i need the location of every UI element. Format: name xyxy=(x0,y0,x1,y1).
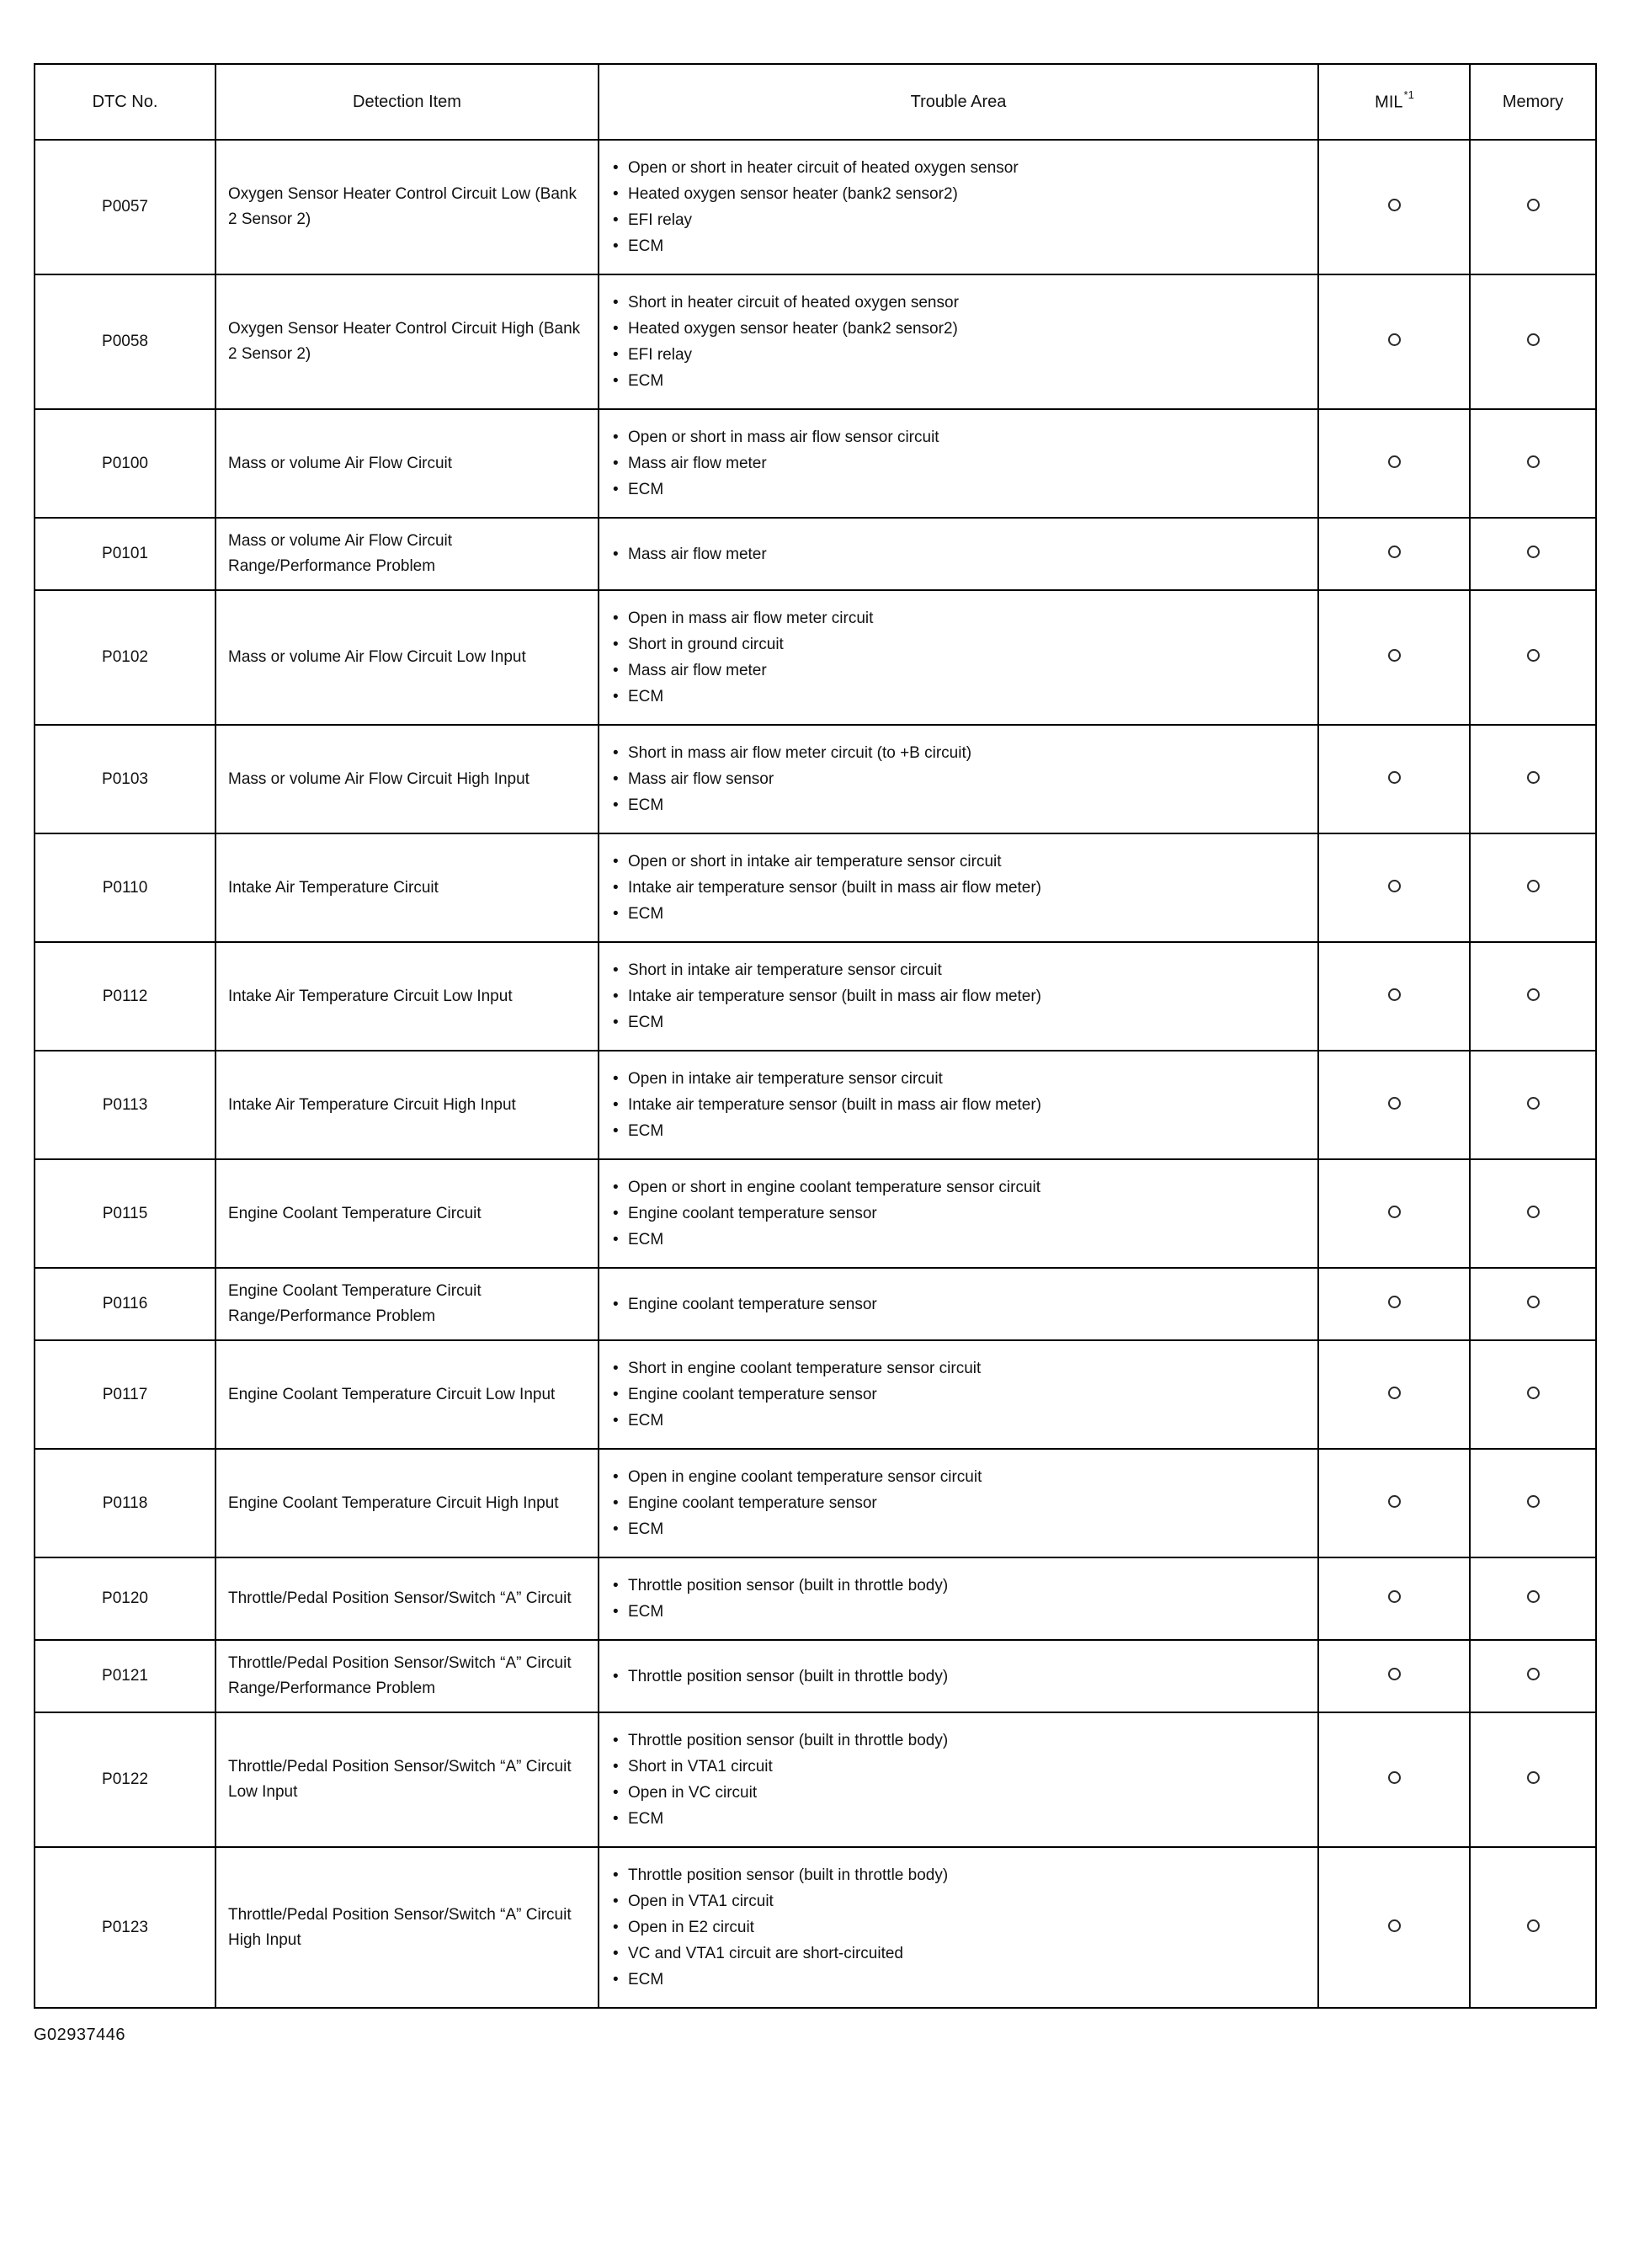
detection-cell: Throttle/Pedal Position Sensor/Switch “A” Circuit Range/Performance Problem xyxy=(216,1640,599,1712)
memory-cell xyxy=(1470,1340,1596,1449)
dtc-cell: P0116 xyxy=(35,1268,216,1340)
trouble-cell xyxy=(599,1557,1318,1640)
dtc-row xyxy=(35,1051,1596,1159)
trouble-item: • Open in intake air temperature sensor circuit xyxy=(611,1066,1306,1092)
memory-cell xyxy=(1470,833,1596,942)
trouble-item: • VC and VTA1 circuit are short-circuited xyxy=(611,1941,1306,1967)
circle-icon xyxy=(1388,1495,1401,1508)
circle-icon xyxy=(1527,199,1540,211)
trouble-item: • Open or short in mass air flow sensor circuit xyxy=(611,424,1306,450)
trouble-item: • ECM xyxy=(611,1118,1306,1144)
memory-cell xyxy=(1470,518,1596,590)
detection-cell: Throttle/Pedal Position Sensor/Switch “A” Circuit Low Input xyxy=(216,1712,599,1847)
dtc-cell: P0101 xyxy=(35,518,216,590)
trouble-list xyxy=(611,1066,1306,1144)
dtc-row xyxy=(35,1340,1596,1449)
circle-icon xyxy=(1388,1387,1401,1399)
memory-cell xyxy=(1470,1640,1596,1712)
circle-icon xyxy=(1527,455,1540,468)
trouble-list xyxy=(611,740,1306,818)
dtc-cell: P0058 xyxy=(35,274,216,409)
dtc-cell: P0103 xyxy=(35,725,216,833)
circle-icon xyxy=(1388,1206,1401,1218)
trouble-item: • Open or short in heater circuit of heated oxygen sensor xyxy=(611,155,1306,181)
trouble-cell xyxy=(599,1340,1318,1449)
trouble-cell xyxy=(599,140,1318,274)
trouble-list xyxy=(611,1355,1306,1434)
circle-icon xyxy=(1527,1495,1540,1508)
trouble-item: • Short in mass air flow meter circuit (to +B circuit) xyxy=(611,740,1306,766)
trouble-item: • ECM xyxy=(611,1516,1306,1542)
memory-cell xyxy=(1470,1449,1596,1557)
mil-cell xyxy=(1318,140,1470,274)
dtc-cell: P0113 xyxy=(35,1051,216,1159)
circle-icon xyxy=(1527,1590,1540,1603)
memory-cell xyxy=(1470,1847,1596,2008)
trouble-item: • Open or short in intake air temperature sensor circuit xyxy=(611,849,1306,875)
header-detection-item: Detection Item xyxy=(216,64,599,140)
trouble-cell xyxy=(599,1449,1318,1557)
memory-cell xyxy=(1470,1268,1596,1340)
trouble-list xyxy=(611,1573,1306,1625)
trouble-cell xyxy=(599,1712,1318,1847)
trouble-item: • Open or short in engine coolant temperature sensor circuit xyxy=(611,1174,1306,1201)
circle-icon xyxy=(1527,1296,1540,1308)
trouble-item: • Engine coolant temperature sensor xyxy=(611,1490,1306,1516)
trouble-item: • Intake air temperature sensor (built in mass air flow meter) xyxy=(611,875,1306,901)
dtc-cell: P0122 xyxy=(35,1712,216,1847)
trouble-cell xyxy=(599,1159,1318,1268)
circle-icon xyxy=(1388,333,1401,346)
mil-cell xyxy=(1318,409,1470,518)
circle-icon xyxy=(1527,988,1540,1001)
trouble-item: • ECM xyxy=(611,792,1306,818)
mil-cell xyxy=(1318,833,1470,942)
mil-cell xyxy=(1318,1051,1470,1159)
mil-cell xyxy=(1318,1640,1470,1712)
memory-cell xyxy=(1470,274,1596,409)
trouble-item: • Intake air temperature sensor (built in mass air flow meter) xyxy=(611,983,1306,1009)
trouble-item: • Short in VTA1 circuit xyxy=(611,1754,1306,1780)
header-trouble-area: Trouble Area xyxy=(599,64,1318,140)
dtc-cell: P0112 xyxy=(35,942,216,1051)
mil-cell xyxy=(1318,1847,1470,2008)
circle-icon xyxy=(1527,333,1540,346)
trouble-cell xyxy=(599,1847,1318,2008)
trouble-item: • ECM xyxy=(611,1806,1306,1832)
memory-cell xyxy=(1470,725,1596,833)
circle-icon xyxy=(1527,1668,1540,1680)
trouble-item: • Open in VC circuit xyxy=(611,1780,1306,1806)
trouble-item: • Open in mass air flow meter circuit xyxy=(611,605,1306,631)
dtc-row xyxy=(35,140,1596,274)
circle-icon xyxy=(1388,1097,1401,1110)
trouble-list xyxy=(611,957,1306,1036)
detection-cell: Intake Air Temperature Circuit xyxy=(216,833,599,942)
circle-icon xyxy=(1388,546,1401,558)
mil-cell xyxy=(1318,1159,1470,1268)
mil-cell xyxy=(1318,590,1470,725)
trouble-list xyxy=(611,605,1306,710)
trouble-item: • Mass air flow meter xyxy=(611,450,1306,476)
trouble-item: • Throttle position sensor (built in throttle body) xyxy=(611,1728,1306,1754)
memory-cell xyxy=(1470,1712,1596,1847)
trouble-item: • EFI relay xyxy=(611,342,1306,368)
dtc-row xyxy=(35,1159,1596,1268)
trouble-list xyxy=(611,155,1306,259)
trouble-cell xyxy=(599,833,1318,942)
figure-code: G02937446 xyxy=(34,2026,126,2044)
trouble-list xyxy=(611,849,1306,927)
circle-icon xyxy=(1527,1097,1540,1110)
trouble-item: • Short in engine coolant temperature sensor circuit xyxy=(611,1355,1306,1382)
dtc-table xyxy=(34,63,1597,2009)
trouble-item: • ECM xyxy=(611,233,1306,259)
dtc-table-body xyxy=(35,140,1596,2008)
mil-cell xyxy=(1318,725,1470,833)
trouble-list xyxy=(611,1664,1306,1690)
trouble-cell xyxy=(599,1051,1318,1159)
trouble-cell xyxy=(599,725,1318,833)
dtc-cell: P0102 xyxy=(35,590,216,725)
header-dtc-no: DTC No. xyxy=(35,64,216,140)
trouble-item: • ECM xyxy=(611,476,1306,503)
dtc-row xyxy=(35,725,1596,833)
header-memory: Memory xyxy=(1470,64,1596,140)
trouble-item: • Throttle position sensor (built in throttle body) xyxy=(611,1573,1306,1599)
trouble-cell xyxy=(599,590,1318,725)
trouble-list xyxy=(611,1728,1306,1832)
dtc-row xyxy=(35,1847,1596,2008)
mil-footnote-marker: *1 xyxy=(1403,88,1414,102)
dtc-cell: P0121 xyxy=(35,1640,216,1712)
trouble-item: • Open in engine coolant temperature sensor circuit xyxy=(611,1464,1306,1490)
mil-cell xyxy=(1318,274,1470,409)
circle-icon xyxy=(1527,649,1540,662)
trouble-item: • Engine coolant temperature sensor xyxy=(611,1291,1306,1318)
trouble-cell xyxy=(599,1268,1318,1340)
dtc-cell: P0118 xyxy=(35,1449,216,1557)
trouble-item: • ECM xyxy=(611,368,1306,394)
detection-cell: Throttle/Pedal Position Sensor/Switch “A” Circuit High Input xyxy=(216,1847,599,2008)
dtc-cell: P0057 xyxy=(35,140,216,274)
mil-cell xyxy=(1318,1712,1470,1847)
mil-cell xyxy=(1318,942,1470,1051)
mil-cell xyxy=(1318,1268,1470,1340)
trouble-item: • ECM xyxy=(611,1599,1306,1625)
trouble-item: • Mass air flow sensor xyxy=(611,766,1306,792)
memory-cell xyxy=(1470,942,1596,1051)
trouble-item: • Open in VTA1 circuit xyxy=(611,1888,1306,1914)
detection-cell: Engine Coolant Temperature Circuit xyxy=(216,1159,599,1268)
dtc-row xyxy=(35,590,1596,725)
trouble-item: • Mass air flow meter xyxy=(611,658,1306,684)
dtc-row xyxy=(35,833,1596,942)
trouble-list xyxy=(611,1464,1306,1542)
circle-icon xyxy=(1527,880,1540,892)
header-mil xyxy=(1318,64,1470,140)
circle-icon xyxy=(1388,880,1401,892)
trouble-item: • Short in ground circuit xyxy=(611,631,1306,658)
trouble-item: • ECM xyxy=(611,1227,1306,1253)
detection-cell: Mass or volume Air Flow Circuit High Input xyxy=(216,725,599,833)
circle-icon xyxy=(1388,1590,1401,1603)
circle-icon xyxy=(1527,1919,1540,1932)
circle-icon xyxy=(1388,1296,1401,1308)
memory-cell xyxy=(1470,1051,1596,1159)
trouble-item: • Engine coolant temperature sensor xyxy=(611,1201,1306,1227)
trouble-cell xyxy=(599,518,1318,590)
dtc-row xyxy=(35,1449,1596,1557)
trouble-item: • ECM xyxy=(611,684,1306,710)
circle-icon xyxy=(1527,1771,1540,1784)
dtc-row xyxy=(35,1712,1596,1847)
trouble-list xyxy=(611,1174,1306,1253)
trouble-item: • Mass air flow meter xyxy=(611,541,1306,567)
detection-cell: Mass or volume Air Flow Circuit Range/Performance Problem xyxy=(216,518,599,590)
detection-cell: Engine Coolant Temperature Circuit Low Input xyxy=(216,1340,599,1449)
dtc-cell: P0110 xyxy=(35,833,216,942)
circle-icon xyxy=(1388,649,1401,662)
circle-icon xyxy=(1388,199,1401,211)
trouble-item: • Open in E2 circuit xyxy=(611,1914,1306,1941)
dtc-row xyxy=(35,1640,1596,1712)
trouble-item: • ECM xyxy=(611,1009,1306,1036)
trouble-item: • Heated oxygen sensor heater (bank2 sensor2) xyxy=(611,181,1306,207)
trouble-item: • Throttle position sensor (built in throttle body) xyxy=(611,1664,1306,1690)
dtc-row xyxy=(35,942,1596,1051)
circle-icon xyxy=(1527,1387,1540,1399)
trouble-item: • Heated oxygen sensor heater (bank2 sensor2) xyxy=(611,316,1306,342)
detection-cell: Mass or volume Air Flow Circuit xyxy=(216,409,599,518)
detection-cell: Oxygen Sensor Heater Control Circuit Low (Bank 2 Sensor 2) xyxy=(216,140,599,274)
dtc-row xyxy=(35,274,1596,409)
table-header-row xyxy=(35,64,1596,140)
trouble-item: • EFI relay xyxy=(611,207,1306,233)
circle-icon xyxy=(1527,546,1540,558)
dtc-row xyxy=(35,1557,1596,1640)
trouble-item: • ECM xyxy=(611,1967,1306,1993)
trouble-item: • ECM xyxy=(611,901,1306,927)
trouble-item: • Short in intake air temperature sensor circuit xyxy=(611,957,1306,983)
mil-cell xyxy=(1318,1449,1470,1557)
memory-cell xyxy=(1470,409,1596,518)
trouble-item: • ECM xyxy=(611,1408,1306,1434)
trouble-list xyxy=(611,424,1306,503)
trouble-cell xyxy=(599,942,1318,1051)
circle-icon xyxy=(1388,1919,1401,1932)
dtc-row xyxy=(35,1268,1596,1340)
trouble-list xyxy=(611,541,1306,567)
memory-cell xyxy=(1470,1557,1596,1640)
trouble-cell xyxy=(599,1640,1318,1712)
detection-cell: Oxygen Sensor Heater Control Circuit High (Bank 2 Sensor 2) xyxy=(216,274,599,409)
dtc-cell: P0115 xyxy=(35,1159,216,1268)
trouble-item: • Intake air temperature sensor (built in mass air flow meter) xyxy=(611,1092,1306,1118)
circle-icon xyxy=(1527,1206,1540,1218)
memory-cell xyxy=(1470,1159,1596,1268)
detection-cell: Engine Coolant Temperature Circuit High Input xyxy=(216,1449,599,1557)
circle-icon xyxy=(1388,771,1401,784)
detection-cell: Intake Air Temperature Circuit High Input xyxy=(216,1051,599,1159)
dtc-cell: P0100 xyxy=(35,409,216,518)
circle-icon xyxy=(1388,988,1401,1001)
mil-cell xyxy=(1318,1557,1470,1640)
detection-cell: Engine Coolant Temperature Circuit Range/Performance Problem xyxy=(216,1268,599,1340)
circle-icon xyxy=(1388,1668,1401,1680)
mil-cell xyxy=(1318,518,1470,590)
trouble-cell xyxy=(599,409,1318,518)
detection-cell: Throttle/Pedal Position Sensor/Switch “A” Circuit xyxy=(216,1557,599,1640)
dtc-row xyxy=(35,518,1596,590)
circle-icon xyxy=(1388,1771,1401,1784)
memory-cell xyxy=(1470,140,1596,274)
dtc-row xyxy=(35,409,1596,518)
detection-cell: Intake Air Temperature Circuit Low Input xyxy=(216,942,599,1051)
trouble-cell xyxy=(599,274,1318,409)
trouble-item: • Throttle position sensor (built in throttle body) xyxy=(611,1862,1306,1888)
trouble-item: • Engine coolant temperature sensor xyxy=(611,1382,1306,1408)
trouble-item: • Short in heater circuit of heated oxygen sensor xyxy=(611,290,1306,316)
circle-icon xyxy=(1527,771,1540,784)
dtc-cell: P0123 xyxy=(35,1847,216,2008)
mil-cell xyxy=(1318,1340,1470,1449)
header-mil-label: MIL xyxy=(1375,93,1403,112)
trouble-list xyxy=(611,1862,1306,1993)
detection-cell: Mass or volume Air Flow Circuit Low Input xyxy=(216,590,599,725)
trouble-list xyxy=(611,1291,1306,1318)
dtc-cell: P0120 xyxy=(35,1557,216,1640)
dtc-cell: P0117 xyxy=(35,1340,216,1449)
memory-cell xyxy=(1470,590,1596,725)
circle-icon xyxy=(1388,455,1401,468)
trouble-list xyxy=(611,290,1306,394)
